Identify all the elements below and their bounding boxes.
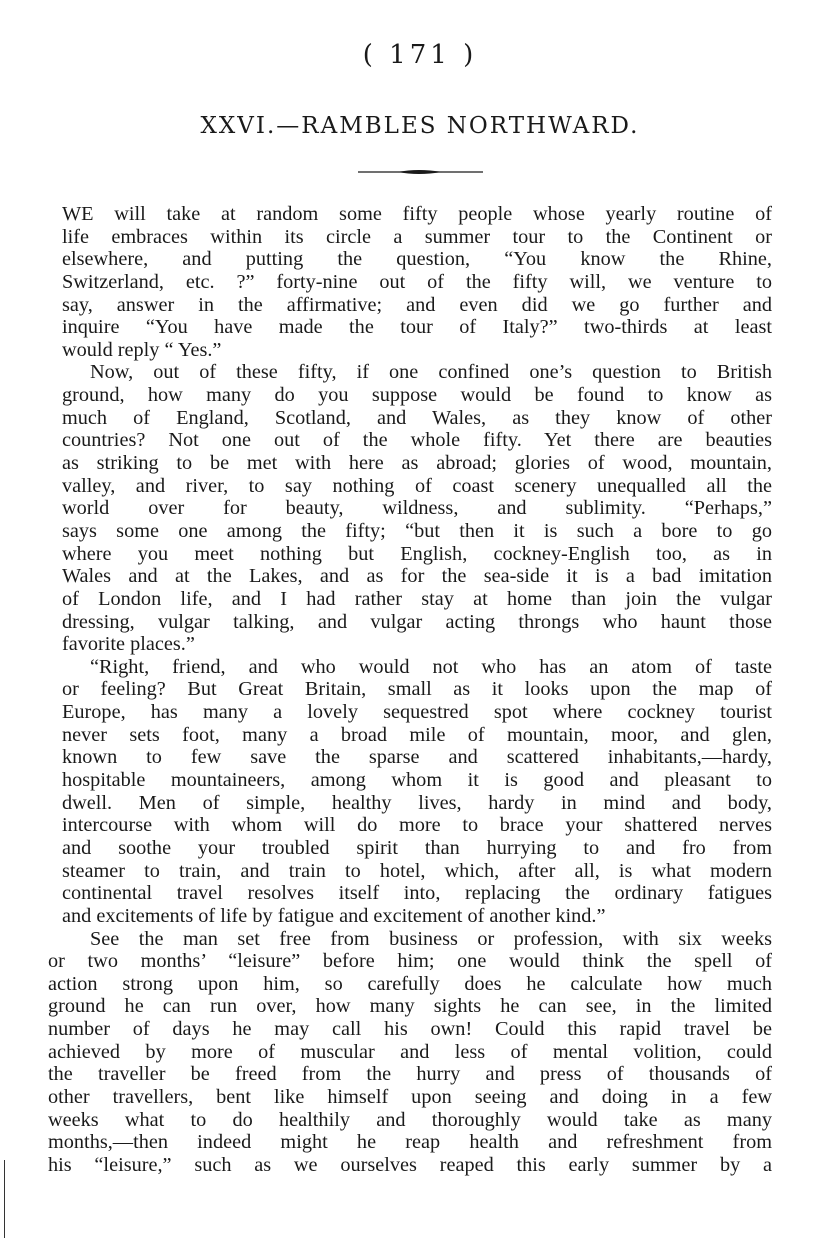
- text-line: never sets foot, many a broad mile of mountain, moor, and glen,: [62, 723, 772, 746]
- text-line: WE will take at random some fifty people whose yearly routine of: [62, 203, 772, 225]
- text-line: known to few save the sparse and scattered inhabitants,—hardy,: [62, 746, 772, 769]
- text-line: or two months’ “leisure” before him; one would think the spell of: [48, 950, 772, 973]
- text-line: achieved by more of muscular and less of mental volition, could: [48, 1040, 772, 1063]
- text-line: See the man set free from business or profession, with six weeks: [90, 927, 772, 950]
- text-line: elsewhere, and putting the question, “You know the Rhine,: [62, 248, 772, 271]
- body-text: [48, 203, 772, 1177]
- text-line: and soothe your troubled spirit than hurrying to and fro from: [62, 836, 772, 859]
- text-line: action strong upon him, so carefully does he calculate how much: [48, 972, 772, 995]
- text-line: world over for beauty, wildness, and sublimity. “Perhaps,”: [62, 497, 772, 520]
- text-line: dressing, vulgar talking, and vulgar acting throngs who haunt those: [62, 610, 772, 633]
- text-line: number of days he may call his own! Could this rapid travel be: [48, 1018, 772, 1041]
- text-line: intercourse with whom will do more to brace your shattered nerves: [62, 814, 772, 837]
- ornamental-divider: [358, 166, 483, 178]
- paragraph: [62, 656, 772, 928]
- text-line: the traveller be freed from the hurry and press of thousands of: [48, 1063, 772, 1086]
- text-line: dwell. Men of simple, healthy lives, hardy in mind and body,: [62, 791, 772, 814]
- text-line: would reply “ Yes.”: [62, 338, 222, 361]
- text-line: continental travel resolves itself into, replacing the ordinary fatigues: [62, 882, 772, 905]
- text-line: of London life, and I had rather stay at home than join the vulgar: [62, 587, 772, 610]
- text-line: hospitable mountaineers, among whom it is good and pleasant to: [62, 769, 772, 792]
- text-line: life embraces within its circle a summer tour to the Continent or: [62, 225, 772, 248]
- text-line: where you meet nothing but English, cockney-English too, as in: [62, 542, 772, 565]
- text-line: valley, and river, to say nothing of coast scenery unequalled all the: [62, 474, 772, 497]
- text-line: favorite places.”: [62, 633, 195, 656]
- text-line: inquire “You have made the tour of Italy?” two-thirds at least: [62, 316, 772, 339]
- text-line: as striking to be met with here as abroad; glories of wood, mountain,: [62, 452, 772, 475]
- text-line: months,—then indeed might he reap health and refreshment from: [48, 1131, 772, 1154]
- paragraph: [48, 927, 772, 1177]
- text-line: much of England, Scotland, and Wales, as they know of other: [62, 406, 772, 429]
- text-line: weeks what to do healthily and thoroughly would take as many: [48, 1108, 772, 1131]
- text-line: “Right, friend, and who would not who has an atom of taste: [90, 655, 772, 678]
- text-line: Europe, has many a lovely sequestred spot where cockney tourist: [62, 701, 772, 724]
- text-line: other travellers, bent like himself upon seeing and doing in a few: [48, 1085, 772, 1108]
- text-line: countries? Not one out of the whole fifty. Yet there are beauties: [62, 429, 772, 452]
- text-line: Switzerland, etc. ?” forty-nine out of the fifty will, we venture to: [62, 270, 772, 293]
- text-line: his “leisure,” such as we ourselves reaped this early summer by a: [48, 1153, 772, 1176]
- text-line: and excitements of life by fatigue and excitement of another kind.”: [62, 904, 606, 927]
- text-line: says some one among the fifty; “but then it is such a bore to go: [62, 519, 772, 542]
- text-line: Wales and at the Lakes, and as for the sea-side it is a bad imitation: [62, 565, 772, 588]
- page-number: ( 171 ): [362, 40, 478, 70]
- text-line: Now, out of these fifty, if one confined one’s question to British: [90, 361, 772, 384]
- paragraph: [62, 361, 772, 655]
- paragraph: [62, 203, 772, 361]
- margin-rule: [4, 1160, 5, 1238]
- text-line: or feeling? But Great Britain, small as it looks upon the map of: [62, 678, 772, 701]
- text-line: ground, how many do you suppose would be found to know as: [62, 384, 772, 407]
- text-line: ground he can run over, how many sights he can see, in the limited: [48, 995, 772, 1018]
- chapter-title: XXVI.—RAMBLES NORTHWARD.: [200, 113, 640, 139]
- text-line: steamer to train, and train to hotel, which, after all, is what modern: [62, 859, 772, 882]
- text-line: say, answer in the affirmative; and even did we go further and: [62, 293, 772, 316]
